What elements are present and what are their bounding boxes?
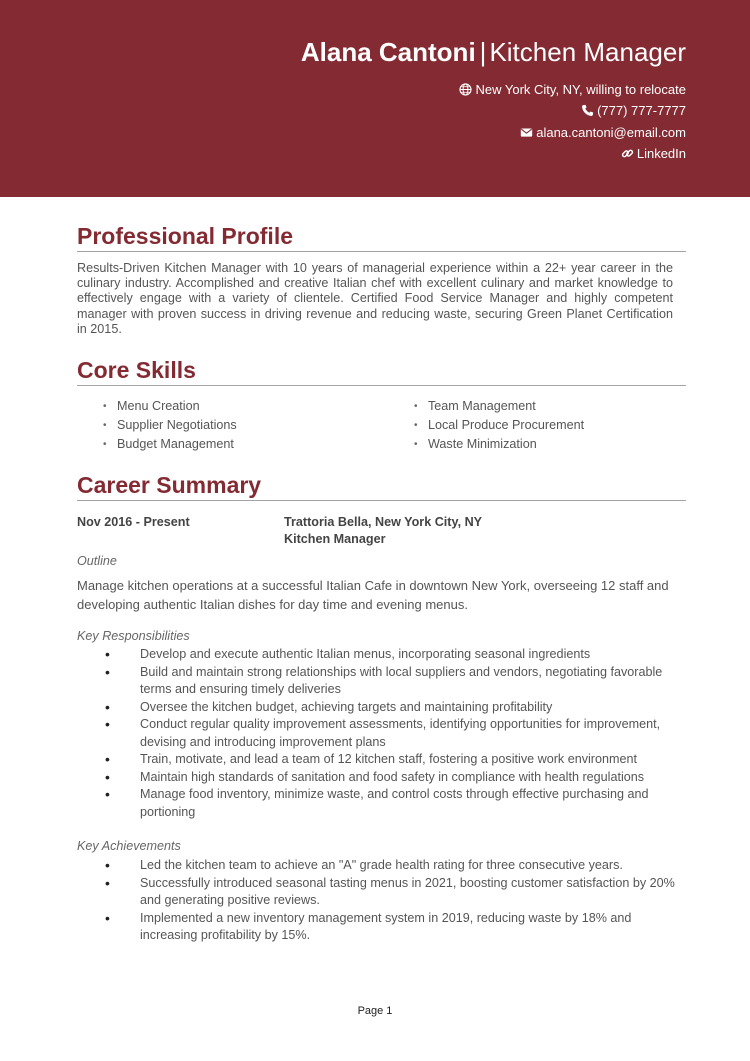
achievements-label: Key Achievements (77, 839, 181, 853)
phone-icon (581, 104, 594, 117)
contact-email[interactable] (459, 122, 686, 143)
link-icon (621, 147, 634, 160)
list-item: • Led the kitchen team to achieve an "A" grade health rating for three consecutive years. (140, 857, 680, 875)
list-item: • Develop and execute authentic Italian menus, incorporating seasonal ingredients (140, 646, 680, 664)
contact-phone (459, 100, 686, 121)
contact-location (459, 79, 686, 100)
list-item: • Team Management (414, 397, 584, 416)
email-link[interactable]: alana.cantoni@email.com (536, 124, 686, 140)
list-item: • Budget Management (103, 435, 237, 454)
profile-heading: Professional Profile (77, 223, 294, 249)
list-item: • Local Produce Procurement (414, 416, 584, 435)
phone-text: (777) 777-7777 (597, 103, 686, 119)
page-number: Page 1 (357, 1005, 393, 1017)
responsibilities-list (140, 646, 680, 821)
list-item: • Maintain high standards of sanitation and food safety in compliance with health regulations (140, 769, 680, 787)
contact-details (459, 79, 686, 164)
profile-summary: Results-Driven Kitchen Manager with 10 years of managerial experience within a 22+ year career in the culinary industry. Accomplished and creative Italian chef with excellent culinary and market knowledge to effectively engage with a variety of clientele. Certified Food Service Manager and highly competent manager with proven success in driving revenue and reducing waste, securing Green Planet Certification in 2015. (77, 261, 673, 336)
envelope-icon (520, 126, 533, 139)
career-heading: Career Summary (77, 472, 262, 498)
job-company: Trattoria Bella, New York City, NY (284, 515, 483, 529)
list-item: • Manage food inventory, minimize waste, and control costs through effective purchasing and portioning (140, 786, 680, 821)
list-item: • Build and maintain strong relationships with local suppliers and vendors, negotiating favorable terms and ensuring timely deliveries (140, 664, 680, 699)
career-section-heading (77, 470, 686, 501)
list-item: • Implemented a new inventory management system in 2019, reducing waste by 18% and increasing profitability by 15%. (140, 910, 680, 945)
linkedin-link[interactable]: LinkedIn (636, 145, 686, 161)
job-dates: Nov 2016 - Present (77, 515, 190, 529)
skills-list-left (103, 397, 237, 454)
outline-label: Outline (77, 554, 117, 568)
resume-header (0, 0, 750, 197)
achievements-list (140, 857, 680, 945)
location-text: New York City, NY, willing to relocate (475, 82, 686, 97)
job-role: Kitchen Manager (284, 532, 386, 546)
list-item: • Conduct regular quality improvement assessments, identifying opportunities for improvement, devising and introducing improvement plans (140, 716, 680, 751)
job-outline: Manage kitchen operations at a successful Italian Cafe in downtown New York, overseeing 12 staff and developing authentic Italian dishes for day time and evening menus. (77, 578, 669, 612)
skills-section-heading (77, 355, 686, 386)
title-separator: | (479, 37, 487, 67)
responsibilities-label: Key Responsibilities (77, 629, 190, 643)
name-title-line (301, 36, 686, 68)
skills-list-right (414, 397, 584, 454)
list-item: • Supplier Negotiations (103, 416, 237, 435)
list-item: • Waste Minimization (414, 435, 584, 454)
list-item: • Menu Creation (103, 397, 237, 416)
candidate-name: Alana Cantoni (300, 37, 476, 67)
list-item: • Successfully introduced seasonal tasting menus in 2021, boosting customer satisfaction by 20% and generating positive reviews. (140, 875, 680, 910)
contact-linkedin[interactable] (459, 143, 686, 164)
skills-heading: Core Skills (77, 357, 196, 383)
job-title-heading: Kitchen Manager (489, 37, 686, 67)
globe-icon (459, 83, 472, 96)
list-item: • Oversee the kitchen budget, achieving targets and maintaining profitability (140, 699, 680, 717)
profile-section-heading (77, 221, 686, 252)
list-item: • Train, motivate, and lead a team of 12 kitchen staff, fostering a positive work environment (140, 751, 680, 769)
